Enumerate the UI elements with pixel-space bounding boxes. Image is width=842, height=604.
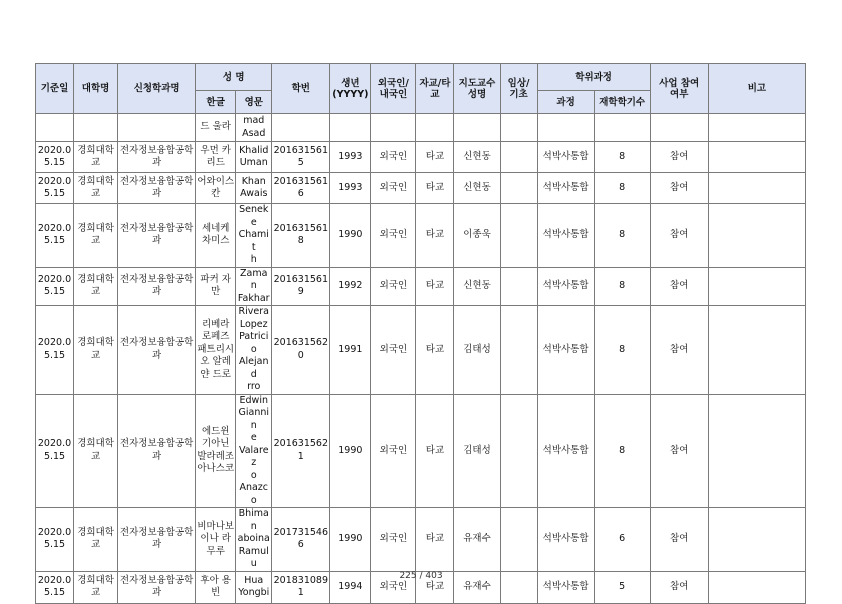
name-english-cell: Khalid Uman <box>236 142 272 173</box>
header-remarks: 비고 <box>708 64 805 114</box>
semesters-cell: 8 <box>594 306 650 395</box>
header-clinical: 임상/ 기초 <box>500 64 537 114</box>
advisor-cell: 신현동 <box>454 267 500 306</box>
header-nationality: 외국인/ 내국인 <box>371 64 416 114</box>
participation-cell: 참여 <box>650 508 708 572</box>
name-english-cell: Edwin Giannin e Valarez o Anazco <box>236 394 272 508</box>
student-number-cell: 201631561 5 <box>272 142 330 173</box>
department-cell: 전자정보융합공학 과 <box>118 204 196 268</box>
date-cell: 2020.0 5.15 <box>36 173 74 204</box>
advisor-cell: 김태성 <box>454 306 500 395</box>
semesters-cell: 8 <box>594 394 650 508</box>
name-korean-cell: 어와이스 칸 <box>196 173 236 204</box>
university-cell: 경희대학 교 <box>74 267 118 306</box>
advisor-cell: 이종욱 <box>454 204 500 268</box>
name-korean-cell: 세네케 차미스 <box>196 204 236 268</box>
semesters-cell: 6 <box>594 508 650 572</box>
table-row <box>36 142 806 173</box>
birth-year-cell: 1992 <box>330 267 371 306</box>
birth-year-cell: 1990 <box>330 508 371 572</box>
name-korean-cell: 우먼 카 리드 <box>196 142 236 173</box>
nationality-cell: 외국인 <box>371 306 416 395</box>
clinical-cell <box>500 306 537 395</box>
course-cell: 석박사통합 <box>537 306 594 395</box>
header-advisor: 지도교수 성명 <box>454 64 500 114</box>
student-table <box>35 63 806 604</box>
table-row <box>36 114 806 142</box>
table-row <box>36 204 806 268</box>
department-cell: 전자정보융합공학 과 <box>118 508 196 572</box>
birth-year-cell: 1990 <box>330 394 371 508</box>
course-cell: 석박사통합 <box>537 267 594 306</box>
department-cell <box>118 114 196 142</box>
school-origin-cell: 타교 <box>416 306 454 395</box>
student-number-cell: 201631561 9 <box>272 267 330 306</box>
advisor-cell: 신현동 <box>454 173 500 204</box>
nationality-cell: 외국인 <box>371 394 416 508</box>
header-university: 대학명 <box>74 64 118 114</box>
name-english-cell: Zaman Fakhar <box>236 267 272 306</box>
name-english-cell: Hua Yongbi <box>236 571 272 603</box>
course-cell <box>537 114 594 142</box>
student-number-cell: 201631562 0 <box>272 306 330 395</box>
participation-cell: 참여 <box>650 571 708 603</box>
name-english-cell: Rivera Lopez Patricio Alejand rro <box>236 306 272 395</box>
nationality-cell: 외국인 <box>371 204 416 268</box>
school-origin-cell: 타교 <box>416 508 454 572</box>
student-number-cell: 201631562 1 <box>272 394 330 508</box>
clinical-cell <box>500 508 537 572</box>
participation-cell: 참여 <box>650 204 708 268</box>
clinical-cell <box>500 204 537 268</box>
semesters-cell: 5 <box>594 571 650 603</box>
table-row <box>36 267 806 306</box>
department-cell: 전자정보융합공학 과 <box>118 571 196 603</box>
semesters-cell: 8 <box>594 142 650 173</box>
name-english-cell: mad Asad <box>236 114 272 142</box>
semesters-cell: 8 <box>594 267 650 306</box>
header-degree-group: 학위과정 <box>537 64 650 91</box>
table-row <box>36 508 806 572</box>
participation-cell: 참여 <box>650 267 708 306</box>
header-participation: 사업 참여 여부 <box>650 64 708 114</box>
header-name-english: 영문 <box>236 91 272 114</box>
header-department: 신청학과명 <box>118 64 196 114</box>
course-cell: 석박사통합 <box>537 142 594 173</box>
university-cell: 경희대학 교 <box>74 508 118 572</box>
university-cell: 경희대학 교 <box>74 173 118 204</box>
nationality-cell <box>371 114 416 142</box>
school-origin-cell <box>416 114 454 142</box>
name-korean-cell: 리베라 로페즈 패트리시 오 알레 얀 드로 <box>196 306 236 395</box>
university-cell: 경희대학 교 <box>74 394 118 508</box>
remarks-cell <box>708 173 805 204</box>
university-cell: 경희대학 교 <box>74 306 118 395</box>
nationality-cell: 외국인 <box>371 173 416 204</box>
date-cell: 2020.0 5.15 <box>36 306 74 395</box>
date-cell: 2020.0 5.15 <box>36 571 74 603</box>
header-name-korean: 한글 <box>196 91 236 114</box>
page-number: 225 / 403 <box>399 571 443 581</box>
semesters-cell <box>594 114 650 142</box>
header-student-number: 학번 <box>272 64 330 114</box>
student-number-cell <box>272 114 330 142</box>
header-school-origin: 자교/타 교 <box>416 64 454 114</box>
remarks-cell <box>708 114 805 142</box>
university-cell <box>74 114 118 142</box>
birth-year-cell: 1993 <box>330 142 371 173</box>
name-korean-cell: 에드윈 기아닌 발라레조 아나스코 <box>196 394 236 508</box>
department-cell: 전자정보융합공학 과 <box>118 306 196 395</box>
school-origin-cell: 타교 <box>416 173 454 204</box>
nationality-cell: 외국인 <box>371 571 416 603</box>
header-birth-year: 생년 (YYYY) <box>330 64 371 114</box>
semesters-cell: 8 <box>594 173 650 204</box>
advisor-cell: 김태성 <box>454 394 500 508</box>
date-cell: 2020.0 5.15 <box>36 142 74 173</box>
department-cell: 전자정보융합공학 과 <box>118 173 196 204</box>
participation-cell: 참여 <box>650 173 708 204</box>
school-origin-cell: 타교 <box>416 394 454 508</box>
remarks-cell <box>708 267 805 306</box>
date-cell <box>36 114 74 142</box>
school-origin-cell: 타교 <box>416 142 454 173</box>
date-cell: 2020.0 5.15 <box>36 508 74 572</box>
clinical-cell <box>500 267 537 306</box>
table-row <box>36 173 806 204</box>
clinical-cell <box>500 394 537 508</box>
header-date: 기준일 <box>36 64 74 114</box>
header-name-group: 성 명 <box>196 64 272 91</box>
date-cell: 2020.0 5.15 <box>36 204 74 268</box>
remarks-cell <box>708 394 805 508</box>
university-cell: 경희대학 교 <box>74 142 118 173</box>
school-origin-cell: 타교 <box>416 571 454 603</box>
department-cell: 전자정보융합공학 과 <box>118 267 196 306</box>
date-cell: 2020.0 5.15 <box>36 394 74 508</box>
participation-cell <box>650 114 708 142</box>
table-row <box>36 306 806 395</box>
participation-cell: 참여 <box>650 394 708 508</box>
advisor-cell: 신현동 <box>454 142 500 173</box>
birth-year-cell: 1990 <box>330 204 371 268</box>
birth-year-cell: 1991 <box>330 306 371 395</box>
student-number-cell: 201731546 6 <box>272 508 330 572</box>
course-cell: 석박사통합 <box>537 571 594 603</box>
university-cell: 경희대학 교 <box>74 571 118 603</box>
participation-cell: 참여 <box>650 306 708 395</box>
name-english-cell: Seneke Chamit h <box>236 204 272 268</box>
clinical-cell <box>500 114 537 142</box>
name-korean-cell: 드 울라 <box>196 114 236 142</box>
remarks-cell <box>708 204 805 268</box>
course-cell: 석박사통합 <box>537 173 594 204</box>
birth-year-cell: 1994 <box>330 571 371 603</box>
student-number-cell: 201631561 6 <box>272 173 330 204</box>
student-number-cell: 201831089 1 <box>272 571 330 603</box>
name-korean-cell: 후아 용 빈 <box>196 571 236 603</box>
name-korean-cell: 비마나보 이나 라 무루 <box>196 508 236 572</box>
advisor-cell <box>454 114 500 142</box>
course-cell: 석박사통합 <box>537 394 594 508</box>
school-origin-cell: 타교 <box>416 204 454 268</box>
remarks-cell <box>708 142 805 173</box>
advisor-cell: 유재수 <box>454 508 500 572</box>
advisor-cell: 유재수 <box>454 571 500 603</box>
course-cell: 석박사통합 <box>537 204 594 268</box>
participation-cell: 참여 <box>650 142 708 173</box>
clinical-cell <box>500 142 537 173</box>
nationality-cell: 외국인 <box>371 142 416 173</box>
name-english-cell: Khan Awais <box>236 173 272 204</box>
name-korean-cell: 파커 자 만 <box>196 267 236 306</box>
remarks-cell <box>708 508 805 572</box>
table-row <box>36 394 806 508</box>
nationality-cell: 외국인 <box>371 508 416 572</box>
birth-year-cell <box>330 114 371 142</box>
name-english-cell: Bhiman aboina Ramulu <box>237 508 270 569</box>
header-course: 과정 <box>537 91 594 114</box>
birth-year-cell: 1993 <box>330 173 371 204</box>
department-cell: 전자정보융합공학 과 <box>118 394 196 508</box>
student-number-cell: 201631561 8 <box>272 204 330 268</box>
university-cell: 경희대학 교 <box>74 204 118 268</box>
nationality-cell: 외국인 <box>371 267 416 306</box>
header-semesters: 재학학기수 <box>594 91 650 114</box>
course-cell: 석박사통합 <box>537 508 594 572</box>
date-cell: 2020.0 5.15 <box>36 267 74 306</box>
remarks-cell <box>708 306 805 395</box>
school-origin-cell: 타교 <box>416 267 454 306</box>
semesters-cell: 8 <box>594 204 650 268</box>
department-cell: 전자정보융합공학 과 <box>118 142 196 173</box>
clinical-cell <box>500 173 537 204</box>
